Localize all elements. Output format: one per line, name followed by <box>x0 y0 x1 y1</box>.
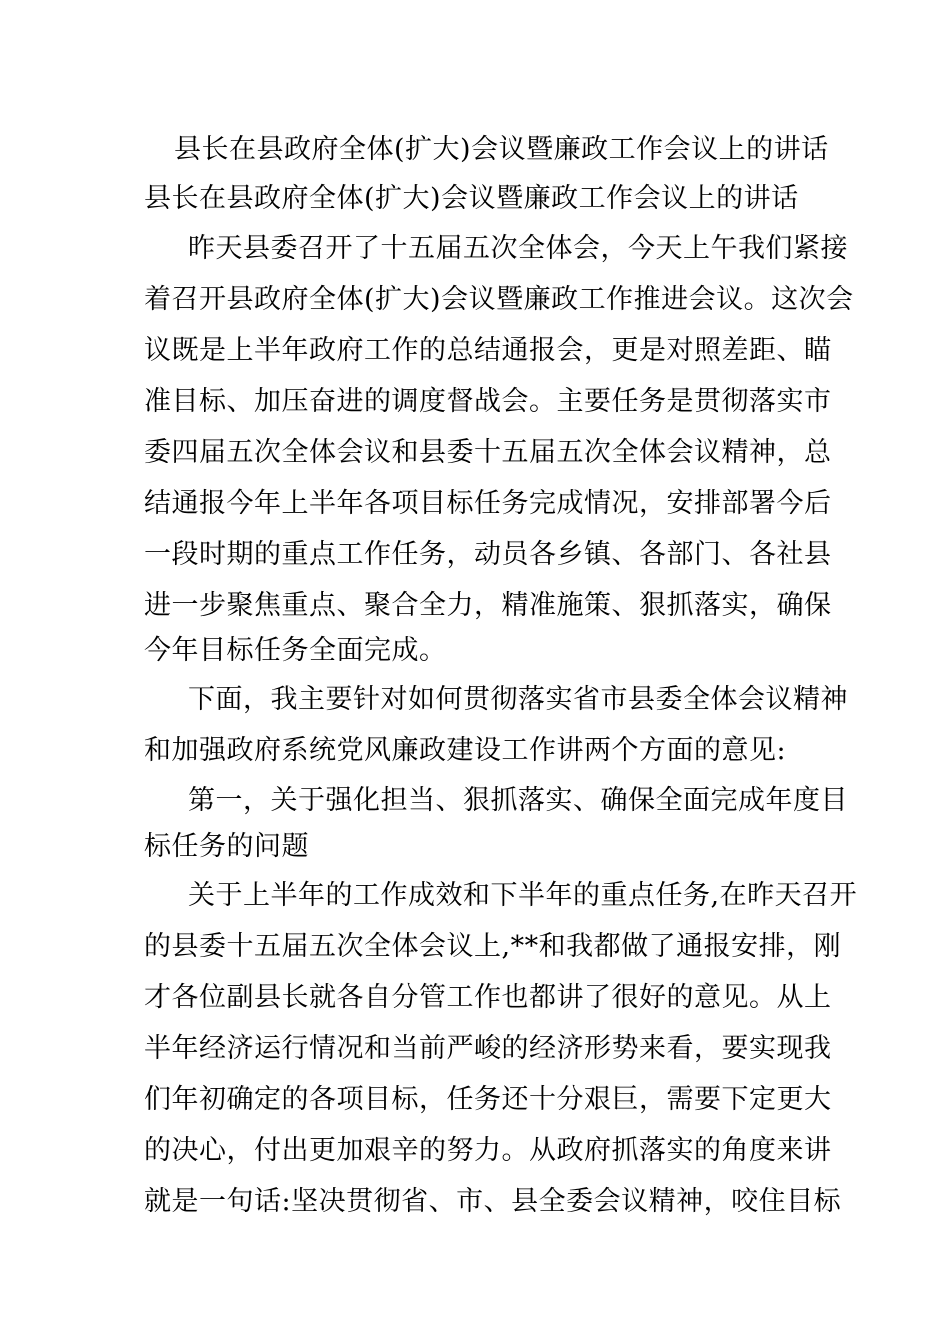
body-line: 一段时期的重点工作任务，动员各乡镇、各部门、各社县 <box>144 539 832 570</box>
body-line: 委四届五次全体会议和县委十五届五次全体会议精神，总 <box>144 437 832 468</box>
body-line: 才各位副县长就各自分管工作也都讲了很好的意见。从上 <box>144 982 832 1013</box>
document-subtitle: 县长在县政府全体(扩大)会议暨廉政工作会议上的讲话 <box>144 183 799 214</box>
body-line: 的县委十五届五次全体会议上,**和我都做了通报安排，刚 <box>144 931 842 962</box>
body-line: 着召开县政府全体(扩大)会议暨廉政工作推进会议。这次会 <box>144 284 854 315</box>
body-line: 今年目标任务全面完成。 <box>144 635 447 666</box>
body-line: 们年初确定的各项目标，任务还十分艰巨，需要下定更大 <box>144 1084 832 1115</box>
body-line: 就是一句话:坚决贯彻省、市、县全委会议精神，咬住目标 <box>144 1186 842 1217</box>
body-line: 的决心，付出更加艰辛的努力。从政府抓落实的角度来讲 <box>144 1135 832 1166</box>
section-heading: 第一，关于强化担当、狠抓落实、确保全面完成年度目 <box>188 785 848 816</box>
body-line: 半年经济运行情况和当前严峻的经济形势来看，要实现我 <box>144 1033 832 1064</box>
body-line: 下面，我主要针对如何贯彻落实省市县委全体会议精神 <box>188 684 848 715</box>
body-line: 进一步聚焦重点、聚合全力，精准施策、狠抓落实，确保 <box>144 590 832 621</box>
body-line: 和加强政府系统党风廉政建设工作讲两个方面的意见: <box>144 735 787 766</box>
body-line: 昨天县委召开了十五届五次全体会，今天上午我们紧接 <box>188 233 848 264</box>
document-title: 县长在县政府全体(扩大)会议暨廉政工作会议上的讲话 <box>174 134 829 165</box>
body-line: 议既是上半年政府工作的总结通报会，更是对照差距、瞄 <box>144 335 832 366</box>
body-line: 关于上半年的工作成效和下半年的重点任务,在昨天召开 <box>188 880 858 911</box>
section-heading: 标任务的问题 <box>144 831 309 862</box>
body-line: 结通报今年上半年各项目标任务完成情况，安排部署今后 <box>144 488 832 519</box>
body-line: 准目标、加压奋进的调度督战会。主要任务是贯彻落实市 <box>144 386 832 417</box>
